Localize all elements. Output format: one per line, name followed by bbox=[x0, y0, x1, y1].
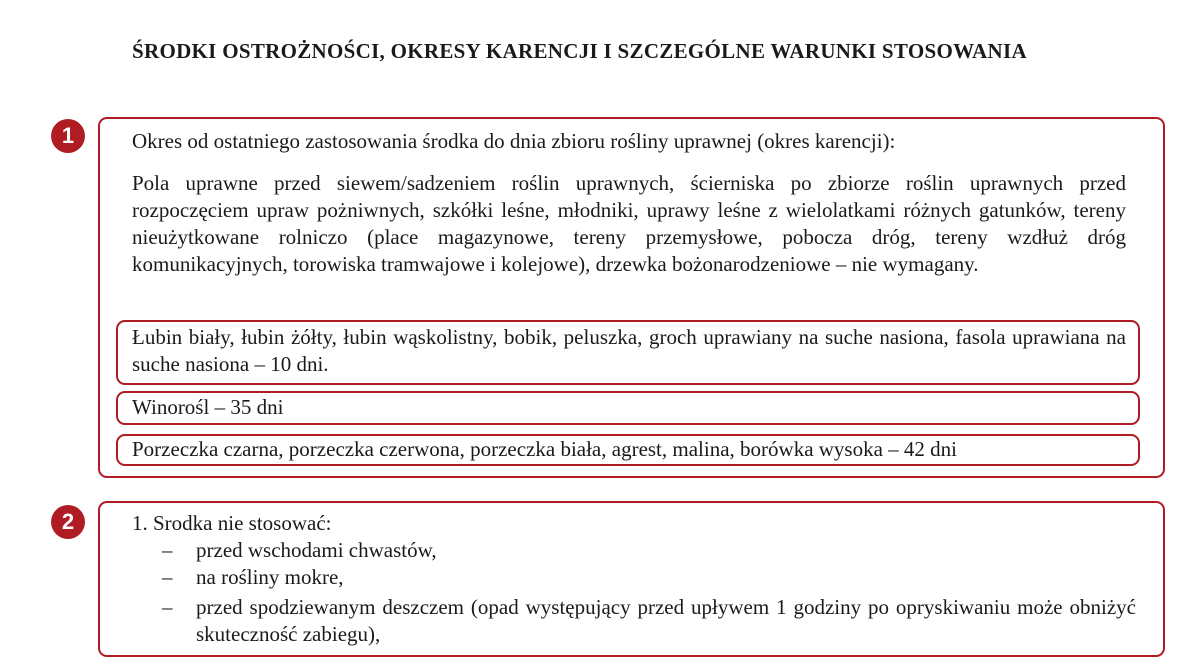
dash-marker: – bbox=[162, 595, 173, 619]
dash-marker: – bbox=[162, 538, 173, 562]
item-text-1: Łubin biały, łubin żółty, łubin wąskolistny, bobik, peluszka, groch uprawiany na suche nasiona, fasola uprawiana na suche nasiona – 10 dni. bbox=[132, 325, 1126, 376]
section-badge-1: 1 bbox=[51, 119, 85, 153]
item-text-3: Porzeczka czarna, porzeczka czerwona, porzeczka biała, agrest, malina, borówka wysoka – 42 dni bbox=[132, 437, 958, 461]
bullet-text-1: przed wschodami chwastów, bbox=[196, 538, 437, 562]
page-heading: ŚRODKI OSTROŻNOŚCI, OKRESY KARENCJI I SZCZEGÓLNE WARUNKI STOSOWANIA bbox=[132, 39, 1027, 63]
item-text-2: Winorośl – 35 dni bbox=[132, 395, 284, 419]
section-1-paragraph: Pola uprawne przed siewem/sadzeniem roślin uprawnych, ścierniska po zbiorze roślin uprawnych przed rozpoczęciem upraw pożniwnych, szkółki leśne, młodniki, uprawy leśne z wielolatkami różnych gatunków, tereny nieużytkowane rolniczo (place magazynowe, tereny przemysłowe, pobocza dróg, tereny wzdłuż dróg komunikacyjnych, torowiska tramwajowe i kolejowe), drzewka bożonarodzeniowe – nie wymagany. bbox=[132, 171, 1126, 276]
bullet-text-2: na rośliny mokre, bbox=[196, 565, 344, 589]
section-2-title: 1. Srodka nie stosować: bbox=[132, 511, 332, 535]
section-badge-2: 2 bbox=[51, 505, 85, 539]
bullet-text-3: przed spodziewanym deszczem (opad występujący przed upływem 1 godziny po opryskiwaniu może obniżyć skuteczność zabiegu), bbox=[196, 595, 1136, 646]
dash-marker: – bbox=[162, 565, 173, 589]
section-1-intro: Okres od ostatniego zastosowania środka do dnia zbioru rośliny uprawnej (okres karencji): bbox=[132, 129, 896, 153]
